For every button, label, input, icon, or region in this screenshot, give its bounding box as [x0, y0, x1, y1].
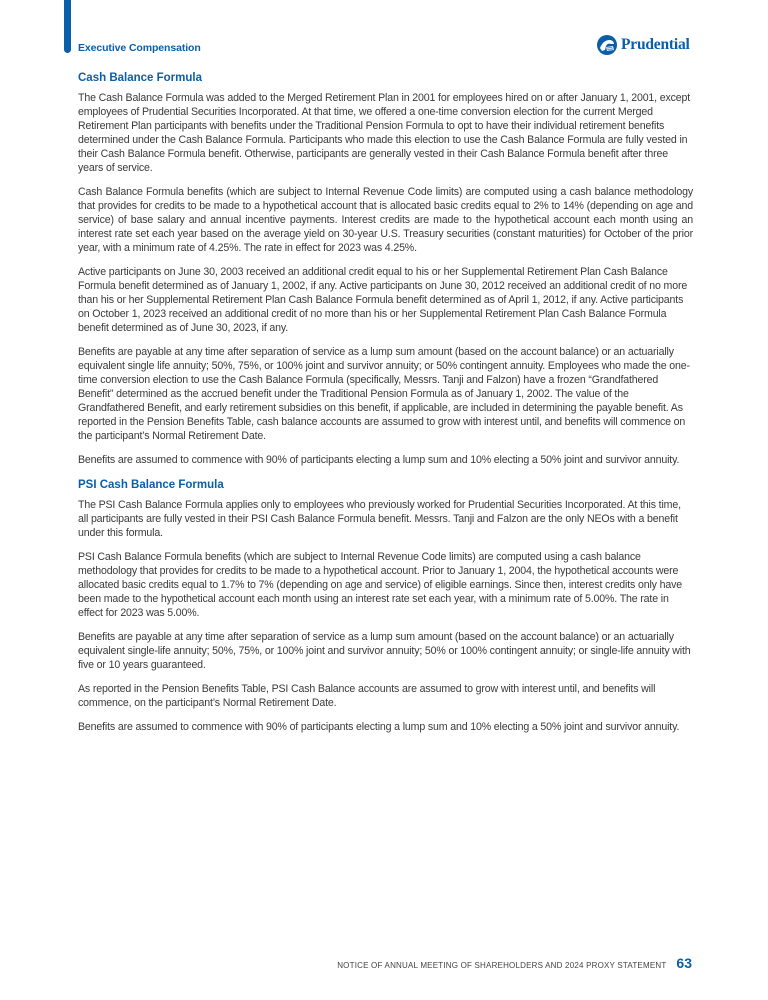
prudential-logo — [597, 35, 690, 55]
heading-psi-cash-balance-formula: PSI Cash Balance Formula — [78, 479, 224, 491]
paragraph: Benefits are payable at any time after separation of service as a lump sum amount (based on the account balance) or an actuarially equivalent single-life annuity; 50%, 75%, or 100% joint and survivor annuity; 50% or 100% contingent annuity; or single-life annuity with five or 10 years guaranteed. — [78, 631, 691, 671]
paragraph: Active participants on June 30, 2003 received an additional credit equal to his or her Supplemental Retirement Plan Cash Balance Formula benefit determined as of January 1, 2002, if any. Active participants on June 30, 2012 received an additional credit of no more than his or her Supplemental Retirement Plan Cash Balance Formula benefit determined as of April 1, 2012, if any. Active participants on October 1, 2023 received an additional credit of no more than his or her Supplemental Retirement Plan Cash Balance Formula benefit determined as of June 30, 2023, if any. — [78, 266, 688, 334]
header-accent-bar — [64, 0, 71, 53]
paragraph: PSI Cash Balance Formula benefits (which are subject to Internal Revenue Code limits) are computed using a cash balance methodology that provides for credits to be made to a hypothetical account. Prior to January 1, 2004, the hypothetical accounts were allocated basic credits equal to 1.7% to 7% (depending on age and service) of eligible earnings. Since then, interest credits only have been made to the hypothetical account each month using an interest rate set each year, with a minimum rate of 5.00%. The rate in effect for 2023 was 5.00%. — [78, 551, 682, 619]
section-label: Executive Compensation — [78, 42, 201, 54]
footer-document-title: NOTICE OF ANNUAL MEETING OF SHAREHOLDERS AND 2024 PROXY STATEMENT — [337, 961, 667, 970]
page-number: 63 — [676, 955, 692, 971]
document-body — [78, 72, 693, 744]
heading-cash-balance-formula: Cash Balance Formula — [78, 72, 202, 84]
paragraph: Benefits are payable at any time after separation of service as a lump sum amount (based on the account balance) or an actuarially equivalent single life annuity; 50%, 75%, or 100% joint and survivor annuity; or 50% contingent annuity. Employees who made the one-time conversion election to use the Cash Balance Formula (specifically, Messrs. Tanji and Falzon) have a frozen “Grandfathered Benefit” determined as the accrued benefit under the Traditional Pension Formula as of January 1, 2002. The value of the Grandfathered Benefit, and early retirement subsidies on this benefit, if applicable, are included in determining the payable benefit. As reported in the Pension Benefits Table, cash balance accounts are assumed to grow with interest until, and benefits will commence on the participant’s Normal Retirement Date. — [78, 346, 690, 442]
paragraph: As reported in the Pension Benefits Table, PSI Cash Balance accounts are assumed to grow with interest until, and benefits will commence, on the participant’s Normal Retirement Date. — [78, 683, 656, 709]
paragraph: The PSI Cash Balance Formula applies only to employees who previously worked for Prudential Securities Incorporated. At this time, all participants are fully vested in their PSI Cash Balance Formula benefit. Messrs. Tanji and Falzon are the only NEOs with a benefit under this formula. — [78, 499, 681, 539]
paragraph: Cash Balance Formula benefits (which are subject to Internal Revenue Code limits) are computed using a cash balance methodology that provides for credits to be made to a hypothetical account that is allocated basic credits equal to 2% to 14% (depending on age and service) of base salary and annual incentive payments. Interest credits are made to the hypothetical account each month using an interest rate set each year based on the average yield on 30-year U.S. Treasury securities (constant maturities) for October of the prior year, with a minimum rate of 4.25%. The rate in effect for 2023 was 4.25%. — [78, 186, 693, 254]
rock-of-gibraltar-icon — [597, 35, 617, 55]
paragraph: The Cash Balance Formula was added to the Merged Retirement Plan in 2001 for employees hired on or after January 1, 2001, except employees of Prudential Securities Incorporated. At that time, we offered a one-time conversion election for the current Merged Retirement Plan participants with benefits under the Traditional Pension Formula to opt to have their individual retirement benefits determined under the Cash Balance Formula. Participants who made this election to use the Cash Balance Formula are fully vested in their Cash Balance Formula benefit. Otherwise, participants are generally vested in their Cash Balance Formula benefit after three years of service. — [78, 92, 691, 174]
logo-text: Prudential — [621, 36, 690, 53]
paragraph: Benefits are assumed to commence with 90% of participants electing a lump sum and 10% electing a 50% joint and survivor annuity. — [78, 454, 680, 466]
paragraph: Benefits are assumed to commence with 90% of participants electing a lump sum and 10% electing a 50% joint and survivor annuity. — [78, 721, 680, 733]
page-footer — [337, 955, 692, 971]
